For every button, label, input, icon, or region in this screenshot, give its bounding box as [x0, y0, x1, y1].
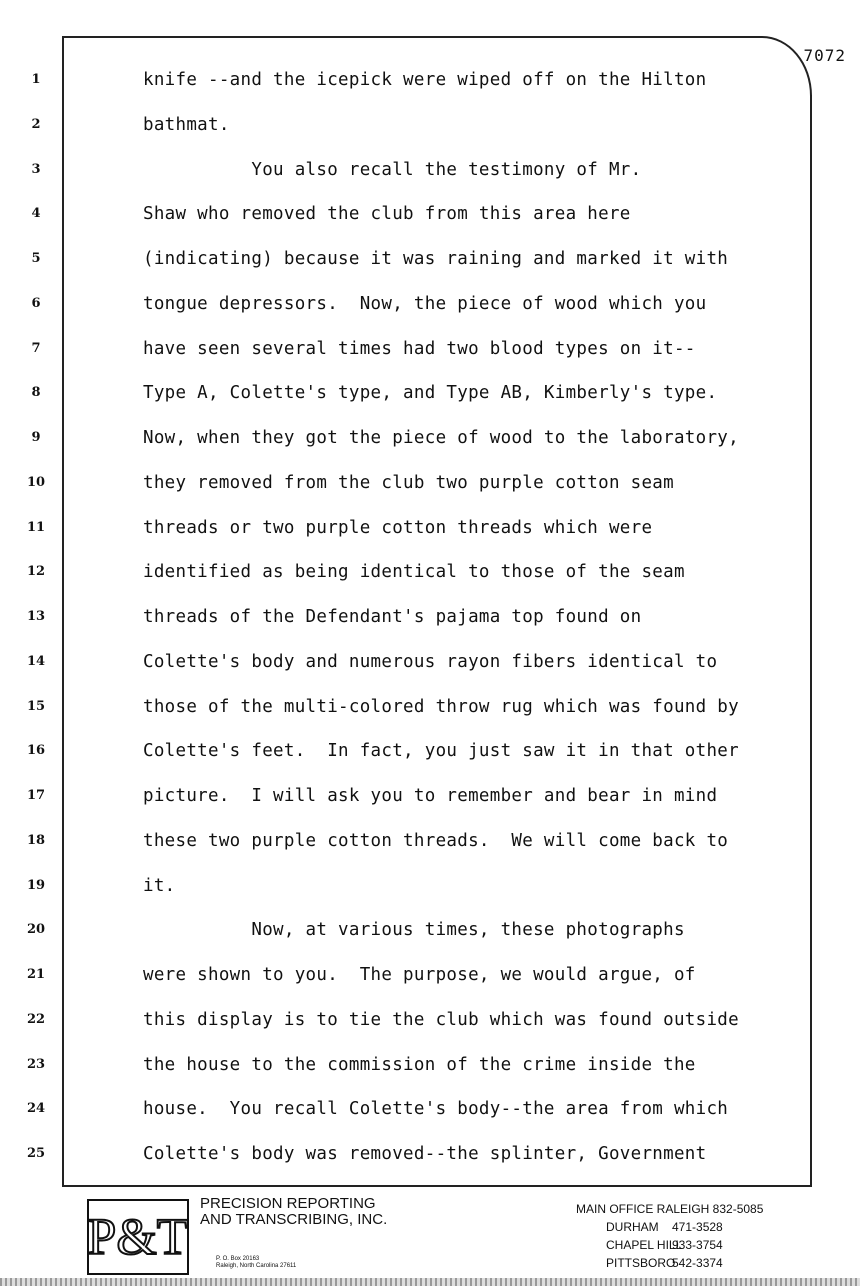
line-number: 16: [26, 743, 46, 758]
transcript-line: Now, at various times, these photographs: [143, 920, 685, 940]
top-right-curve: [762, 36, 812, 96]
transcript-line: tongue depressors. Now, the piece of wood which you: [143, 294, 707, 314]
line-number: 4: [31, 206, 41, 221]
bottom-border: [62, 1185, 812, 1187]
transcript-line: were shown to you. The purpose, we would argue, of: [143, 965, 696, 985]
transcript-line: Now, when they got the piece of wood to the laboratory,: [143, 428, 739, 448]
office-city: CHAPEL HILL: [606, 1238, 683, 1252]
line-number: 18: [26, 833, 46, 848]
company-address-line1: P. O. Box 20163: [216, 1256, 260, 1262]
line-number: 14: [26, 654, 46, 669]
line-number: 5: [31, 251, 41, 266]
transcript-line: picture. I will ask you to remember and bear in mind: [143, 786, 718, 806]
transcript-line: Colette's body and numerous rayon fibers identical to: [143, 652, 718, 672]
page-number: 7072: [803, 46, 846, 65]
transcript-line: identified as being identical to those of the seam: [143, 562, 685, 582]
left-margin-line: [62, 36, 64, 1186]
company-address: [216, 1256, 296, 1270]
transcript-line: Shaw who removed the club from this area here: [143, 204, 631, 224]
line-number: 15: [26, 699, 46, 714]
transcript-line: (indicating) because it was raining and marked it with: [143, 249, 729, 269]
office-city: PITTSBORO: [606, 1256, 676, 1270]
line-number: 12: [26, 564, 46, 579]
main-office: MAIN OFFICE RALEIGH 832-5085: [576, 1202, 764, 1216]
line-number: 13: [26, 609, 46, 624]
transcript-line: these two purple cotton threads. We will come back to: [143, 831, 729, 851]
transcript-line: Type A, Colette's type, and Type AB, Kimberly's type.: [143, 383, 718, 403]
line-number: 10: [26, 475, 46, 490]
line-number: 25: [26, 1146, 46, 1161]
office-row: [576, 1236, 763, 1254]
line-number: 3: [31, 162, 41, 177]
line-number: 19: [26, 878, 46, 893]
line-number: 8: [31, 385, 41, 400]
line-number: 6: [31, 296, 41, 311]
office-phone: 471-3528: [672, 1220, 723, 1234]
transcript-line: they removed from the club two purple cotton seam: [143, 473, 674, 493]
company-address-line2: Raleigh, North Carolina 27611: [216, 1263, 297, 1269]
logo-text: P&T: [87, 1209, 189, 1266]
line-number: 17: [26, 788, 46, 803]
transcript-line: have seen several times had two blood types on it--: [143, 339, 696, 359]
office-phone: 542-3374: [672, 1256, 723, 1270]
transcript-line: those of the multi-colored throw rug which was found by: [143, 697, 739, 717]
top-border: [62, 36, 762, 38]
footer: [0, 1190, 860, 1286]
line-number: 24: [26, 1101, 46, 1116]
line-number: 2: [31, 117, 41, 132]
scan-edge: [0, 1278, 860, 1286]
transcript-line: this display is to tie the club which was found outside: [143, 1010, 739, 1030]
line-number: 22: [26, 1012, 46, 1027]
office-row: [576, 1218, 763, 1236]
company-logo: [86, 1198, 190, 1276]
office-city: DURHAM: [606, 1220, 659, 1234]
line-number: 21: [26, 967, 46, 982]
line-number: 7: [31, 341, 41, 356]
line-number: 1: [31, 72, 41, 87]
office-list: [576, 1200, 763, 1272]
transcript-line: Colette's body was removed--the splinter, Government: [143, 1144, 707, 1164]
transcript-line: knife --and the icepick were wiped off on the Hilton: [143, 70, 707, 90]
transcript-line: the house to the commission of the crime inside the: [143, 1055, 696, 1075]
line-number: 11: [26, 520, 46, 535]
company-name-line1: PRECISION REPORTING: [200, 1195, 376, 1212]
line-number: 20: [26, 922, 46, 937]
company-info: [200, 1196, 387, 1228]
line-number: 9: [31, 430, 41, 445]
transcript-line: You also recall the testimony of Mr.: [143, 160, 642, 180]
line-number: 23: [26, 1057, 46, 1072]
transcript-line: Colette's feet. In fact, you just saw it in that other: [143, 741, 739, 761]
right-border: [810, 95, 812, 1186]
office-phone: 933-3754: [672, 1238, 723, 1252]
transcript-line: it.: [143, 876, 176, 896]
transcript-line: bathmat.: [143, 115, 230, 135]
transcript-line: threads or two purple cotton threads which were: [143, 518, 653, 538]
transcript-line: threads of the Defendant's pajama top found on: [143, 607, 642, 627]
company-name-line2: AND TRANSCRIBING, INC.: [200, 1211, 388, 1228]
office-row: [576, 1254, 763, 1272]
transcript-line: house. You recall Colette's body--the area from which: [143, 1099, 729, 1119]
